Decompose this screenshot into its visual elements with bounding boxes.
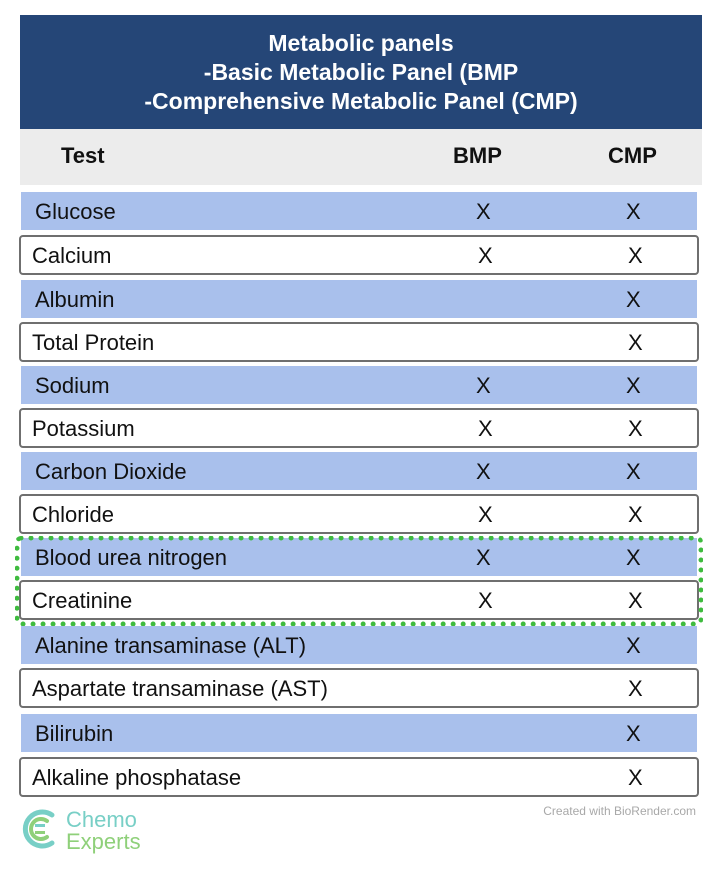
row-test-name: Creatinine bbox=[32, 588, 133, 613]
row-bmp-mark: X bbox=[476, 545, 491, 570]
row-cmp-mark: X bbox=[626, 199, 641, 224]
row-cmp-mark: X bbox=[626, 459, 641, 484]
header-test: Test bbox=[61, 143, 105, 168]
row-test-name: Carbon Dioxide bbox=[35, 459, 187, 484]
row-cmp-mark: X bbox=[628, 416, 643, 441]
row-cmp-mark: X bbox=[626, 545, 641, 570]
chemo-experts-logo bbox=[20, 807, 180, 857]
row-cmp-mark: X bbox=[628, 502, 643, 527]
table-row bbox=[19, 668, 699, 708]
row-test-name: Alkaline phosphatase bbox=[32, 765, 242, 790]
table-row bbox=[21, 714, 697, 752]
row-test-name: Bilirubin bbox=[35, 721, 114, 746]
logo-line-2: Experts bbox=[66, 829, 141, 854]
row-test-name: Blood urea nitrogen bbox=[35, 545, 228, 570]
table-row bbox=[21, 366, 697, 404]
header-cmp: CMP bbox=[608, 143, 657, 168]
table-row bbox=[19, 322, 699, 362]
table-row bbox=[19, 235, 699, 275]
row-cmp-mark: X bbox=[628, 588, 643, 613]
row-bmp-mark: X bbox=[478, 588, 493, 613]
row-test-name: Glucose bbox=[35, 199, 116, 224]
title-line-2: -Basic Metabolic Panel (BMP bbox=[203, 58, 519, 85]
row-bmp-mark: X bbox=[478, 416, 493, 441]
row-bmp-mark: X bbox=[476, 459, 491, 484]
row-cmp-mark: X bbox=[626, 287, 641, 312]
row-cmp-mark: X bbox=[628, 243, 643, 268]
row-test-name: Total Protein bbox=[32, 330, 155, 355]
row-cmp-mark: X bbox=[626, 373, 641, 398]
row-test-name: Potassium bbox=[32, 416, 135, 441]
row-cmp-mark: X bbox=[628, 765, 643, 790]
logo-line-1: Chemo bbox=[66, 807, 137, 832]
table-row bbox=[19, 408, 699, 448]
biorender-credit: Created with BioRender.com bbox=[543, 804, 696, 818]
row-test-name: Calcium bbox=[32, 243, 112, 268]
row-cmp-mark: X bbox=[628, 330, 643, 355]
row-bmp-mark: X bbox=[478, 243, 493, 268]
row-cmp-mark: X bbox=[628, 676, 643, 701]
table-row bbox=[21, 626, 697, 664]
title-line-1: Metabolic panels bbox=[268, 29, 454, 56]
kidney-tests-highlight bbox=[15, 536, 703, 626]
table-row bbox=[19, 494, 699, 534]
title-line-3: -Comprehensive Metabolic Panel (CMP) bbox=[144, 87, 578, 114]
row-test-name: Sodium bbox=[35, 373, 110, 398]
row-cmp-mark: X bbox=[626, 633, 641, 658]
table-row bbox=[21, 452, 697, 490]
table-row bbox=[19, 757, 699, 797]
row-bmp-mark: X bbox=[476, 199, 491, 224]
row-cmp-mark: X bbox=[626, 721, 641, 746]
table-row bbox=[21, 280, 697, 318]
row-test-name: Albumin bbox=[35, 287, 115, 312]
row-bmp-mark: X bbox=[478, 502, 493, 527]
table-row bbox=[21, 192, 697, 230]
logo-wordmark bbox=[66, 809, 141, 853]
chemo-experts-logo-icon bbox=[20, 807, 62, 851]
row-test-name: Chloride bbox=[32, 502, 114, 527]
row-test-name: Alanine transaminase (ALT) bbox=[35, 633, 307, 658]
header-bmp: BMP bbox=[453, 143, 502, 168]
row-test-name: Aspartate transaminase (AST) bbox=[32, 676, 328, 701]
row-bmp-mark: X bbox=[476, 373, 491, 398]
